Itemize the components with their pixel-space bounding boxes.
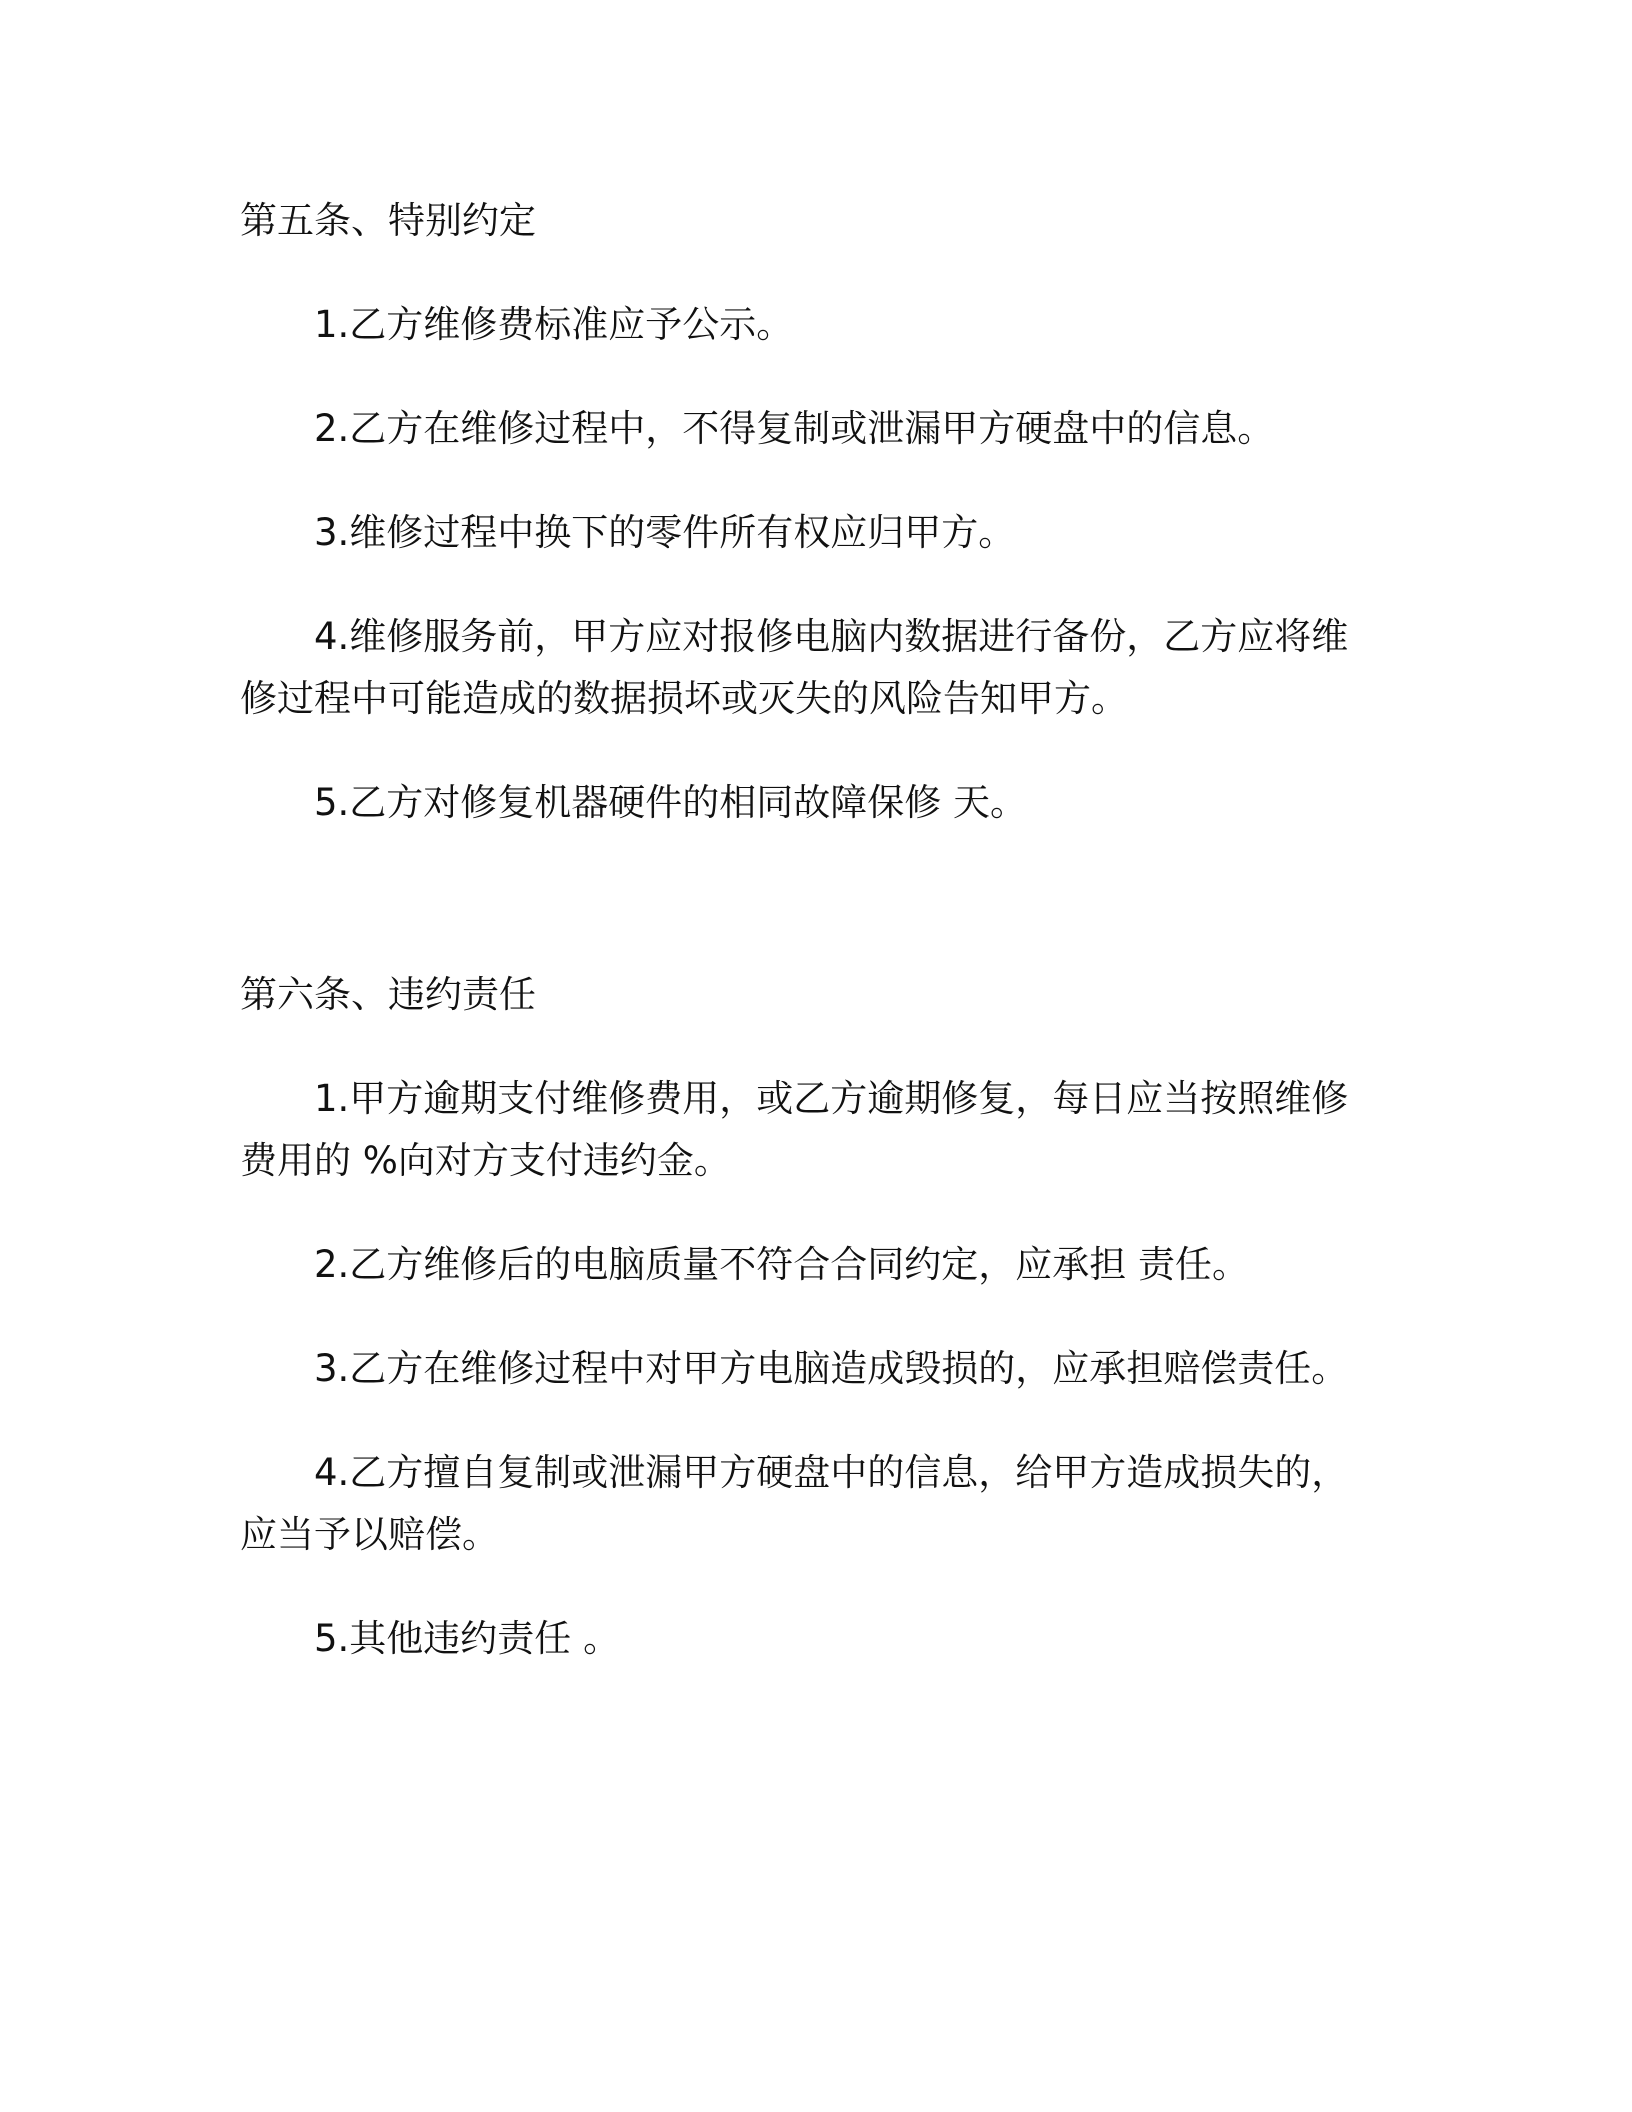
clause-6-3: 3.乙方在维修过程中对甲方电脑造成毁损的，应承担赔偿责任。: [314, 1347, 1349, 1390]
clause-5-5: 5.乙方对修复机器硬件的相同故障保修 天。: [314, 781, 1028, 824]
clause-6-2: 2.乙方维修后的电脑质量不符合合同约定，应承担 责任。: [314, 1243, 1250, 1286]
clause-5-2: 2.乙方在维修过程中，不得复制或泄漏甲方硬盘中的信息。: [314, 407, 1275, 450]
document-body: [240, 190, 1360, 1670]
clause-6-4: 4.乙方擅自复制或泄漏甲方硬盘中的信息，给甲方造成损失的，应当予以赔偿。: [240, 1451, 1349, 1556]
clause-6-1: 1.甲方逾期支付维修费用，或乙方逾期修复，每日应当按照维修费用的 %向对方支付违约金。: [240, 1077, 1349, 1182]
section-heading-5: 第五条、特别约定: [240, 199, 536, 242]
clause-5-3: 3.维修过程中换下的零件所有权应归甲方。: [314, 511, 1016, 554]
clause-5-4: 4.维修服务前，甲方应对报修电脑内数据进行备份，乙方应将维修过程中可能造成的数据损坏或灭失的风险告知甲方。: [240, 615, 1349, 720]
section-heading-6: 第六条、违约责任: [240, 973, 536, 1016]
clause-6-5: 5.其他违约责任 。: [314, 1617, 621, 1660]
clause-5-1: 1.乙方维修费标准应予公示。: [314, 303, 794, 346]
